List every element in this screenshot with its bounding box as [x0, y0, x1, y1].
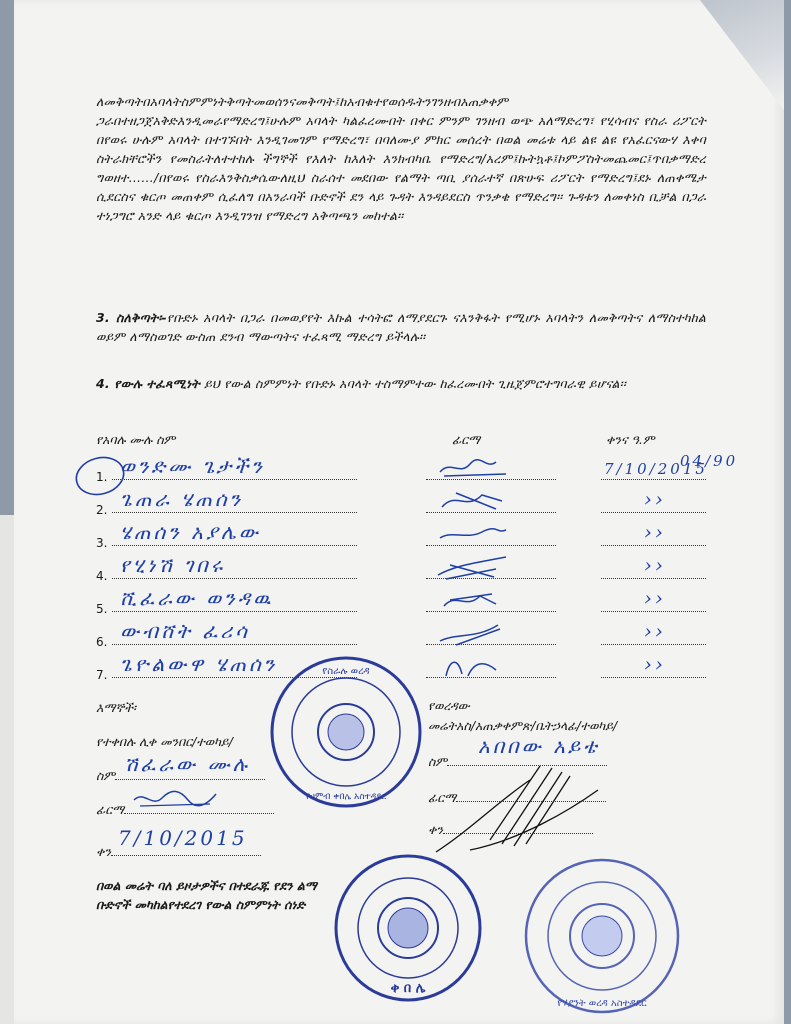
left-sign-label: ፊርማ [96, 802, 125, 817]
member-name: ሄጠሰን አያሌው [120, 520, 261, 544]
right-sign-label: ፊርማ [428, 790, 457, 805]
district-office: መሬትአስ/አጠቃቀምጽ/ቤትኃላፊ/ተወካይ/ [428, 718, 618, 733]
member-signature [436, 520, 516, 550]
member-signature [436, 487, 516, 517]
column-header-signature: ፊርማ [452, 432, 481, 447]
right-name-value: አበበው አይቴ [478, 734, 600, 758]
witnesses-title: እማኞች፡ [96, 700, 136, 715]
member-date: ›› [644, 586, 666, 610]
member-date: ›› [644, 553, 666, 577]
member-name: ውብሸት ፈሪሳ [120, 619, 250, 643]
member-signature [436, 553, 516, 583]
table-row [96, 454, 708, 486]
received-by-label: የተቀበሉ ሊቀ መንበር/ተወካይ/ [96, 734, 233, 749]
row-number: 5. [96, 602, 108, 616]
stamp-bottom-left-text: ቀ በ ሌ [390, 981, 426, 996]
name-line [112, 512, 357, 513]
stamp-middle [268, 654, 424, 810]
footer-title: በወል መሬት ባለ ይዞታዎችና በተደራጁ የደን ልማ ቡድኖች መካከልየተደረገ የውል ስምምነት ሰነድ [96, 878, 317, 912]
date-note: 04/90 [680, 452, 739, 470]
row-number: 3. [96, 536, 108, 550]
member-date: ›› [644, 652, 666, 676]
member-name: ሺፈራው ወንዳዉ [120, 586, 274, 610]
name-line [112, 644, 357, 645]
table-row [96, 586, 706, 618]
row-number: 2. [96, 503, 108, 517]
stamp-bottom-left [332, 852, 484, 1004]
right-date-label: ቀን [428, 822, 443, 837]
name-line [112, 611, 357, 612]
left-date-label: ቀን [96, 844, 111, 859]
paragraph-effective-text: ይህ የውል ስምምነት የቡድኑ አባላት ተስማምተው ከፈረሙበት ጊዜጀምሮተግባራዊ ይሆናል፡፡ [204, 376, 626, 391]
member-name: ጌጠራ ሄጠሰን [120, 487, 244, 511]
stamp-bottom-right [522, 856, 682, 1016]
member-signature [436, 454, 516, 484]
member-date: ›› [644, 619, 666, 643]
left-signature [130, 786, 220, 814]
stamp-middle-top-text: የስራሉ ወረዳ [322, 666, 370, 677]
right-name-label: ስም [428, 754, 448, 769]
row-number: 6. [96, 635, 108, 649]
member-name: ወንድሙ ጌታችን [120, 454, 265, 478]
member-date: ›› [644, 487, 666, 511]
table-row [96, 487, 706, 519]
name-line [112, 545, 357, 546]
stamp-bottom-right-text: የሃያንት ወረዳ አስተዳደር [557, 998, 647, 1009]
member-name: ጌዮልውዋ ሄጠሰን [120, 652, 278, 676]
paragraph-penalty [96, 308, 706, 346]
row-number: 4. [96, 569, 108, 583]
member-name: የሂነሽ ገበሩ [120, 553, 226, 577]
paragraph-penalty-text: የቡድኑ አባላት በጋራ በመወያየት እኩል ተሳትፎ ለማያደርጉ ናእንቅፋት የሚሆኑ አባላትን ለመቅጣትና ለማስተካከል ወይም ለማስወገድ ውስጠ ደንብ ማውጣትና ተፈጻሚ ማድረግ ይችላሉ፡፡ [96, 310, 706, 344]
left-date-value: 7/10/2015 [118, 826, 248, 850]
table-row [96, 520, 706, 552]
member-signature [436, 652, 516, 682]
member-signature [436, 586, 516, 616]
paragraph-effective-label: 4. የውሉ ተፈጻሚነት [96, 376, 200, 391]
left-name-label: ስም [96, 768, 116, 783]
table-row [96, 619, 706, 651]
column-header-date: ቀንና ዓ.ም [606, 432, 655, 447]
row-number: 1. [96, 470, 108, 484]
column-header-name: የአባሉ ሙሉ ስም [96, 432, 176, 447]
stamp-middle-bottom-text: የሀምብ ቀበሌ አስተዳደር [305, 792, 387, 802]
circle-mark [70, 452, 130, 498]
name-line [112, 479, 357, 480]
paragraph-penalty-label: 3. ስለቅጣት፡- [96, 310, 167, 325]
name-line [112, 578, 357, 579]
paragraph-obligations: ለመቅጣትበአባላትስምምነትቅጣትመወሰንናመቅጣት፤ከአብቁተየወሰዱትንገንዘብአጠቃቀም ጋራበተዘጋጀአቅድእንዲመራየማድረግ፤ሁሉም አባላት ካልፈረሙበት በቀር ምንም ገንዘብ ወጭ አለማድረግ፣ የሂሳብና የስራ ሪፖርት በየወሩ ሁሉም አባላት በተገኙበት እንዲገመገም የማድረግ፣ በባለሙያ ምክር መሰረት በወል መሬቱ ላይ ልዩ ልዩ የአፈርናውሃ እቀባ ስትራክቸሮችን የመስራትለተተከሉ ችግኞች የእለት ከእለት እንክብካቤ የማድረግ/አረም፤ኩትኳቶ፤ኮምፖስትመጨመር፤ጥበቃማድረ ግወዘተ……/በየወሩ የስራእንቅስቃሴውለዚህ ስራሰተ መደበው የልማት ጣቢ ያሰራተኛ በጽሁፍ ሪፖርት የማድረግ፤ደኑ ለጠቀሜታ ሲደርስና ቁርጦ መጠቀም ሲፈለግ በአንራባች ቡድኖች ደን ላይ ጉዳት እንዳይደርስ ጥንቃቄ የማድረግ፡፡ ጉዳቱን ለመቀነስ ቢቻል በጋራ ተነጋግሮ አንድ ላይ ቁርጦ እንዲገንዝ የማድረግ አቅጣጫን መከተል፡፡ [96, 94, 706, 223]
member-signature [436, 619, 516, 649]
page-fold [0, 515, 14, 1024]
member-date: ›› [644, 520, 666, 544]
district-title: የወረዳው [428, 698, 470, 713]
left-name-value: ሽፈራው ሙሉ [124, 752, 250, 776]
paragraph-effective [96, 374, 706, 393]
table-row [96, 553, 706, 585]
right-signature [430, 760, 600, 860]
member-date: 7/10/2015 [604, 460, 708, 478]
row-number: 7. [96, 668, 108, 682]
